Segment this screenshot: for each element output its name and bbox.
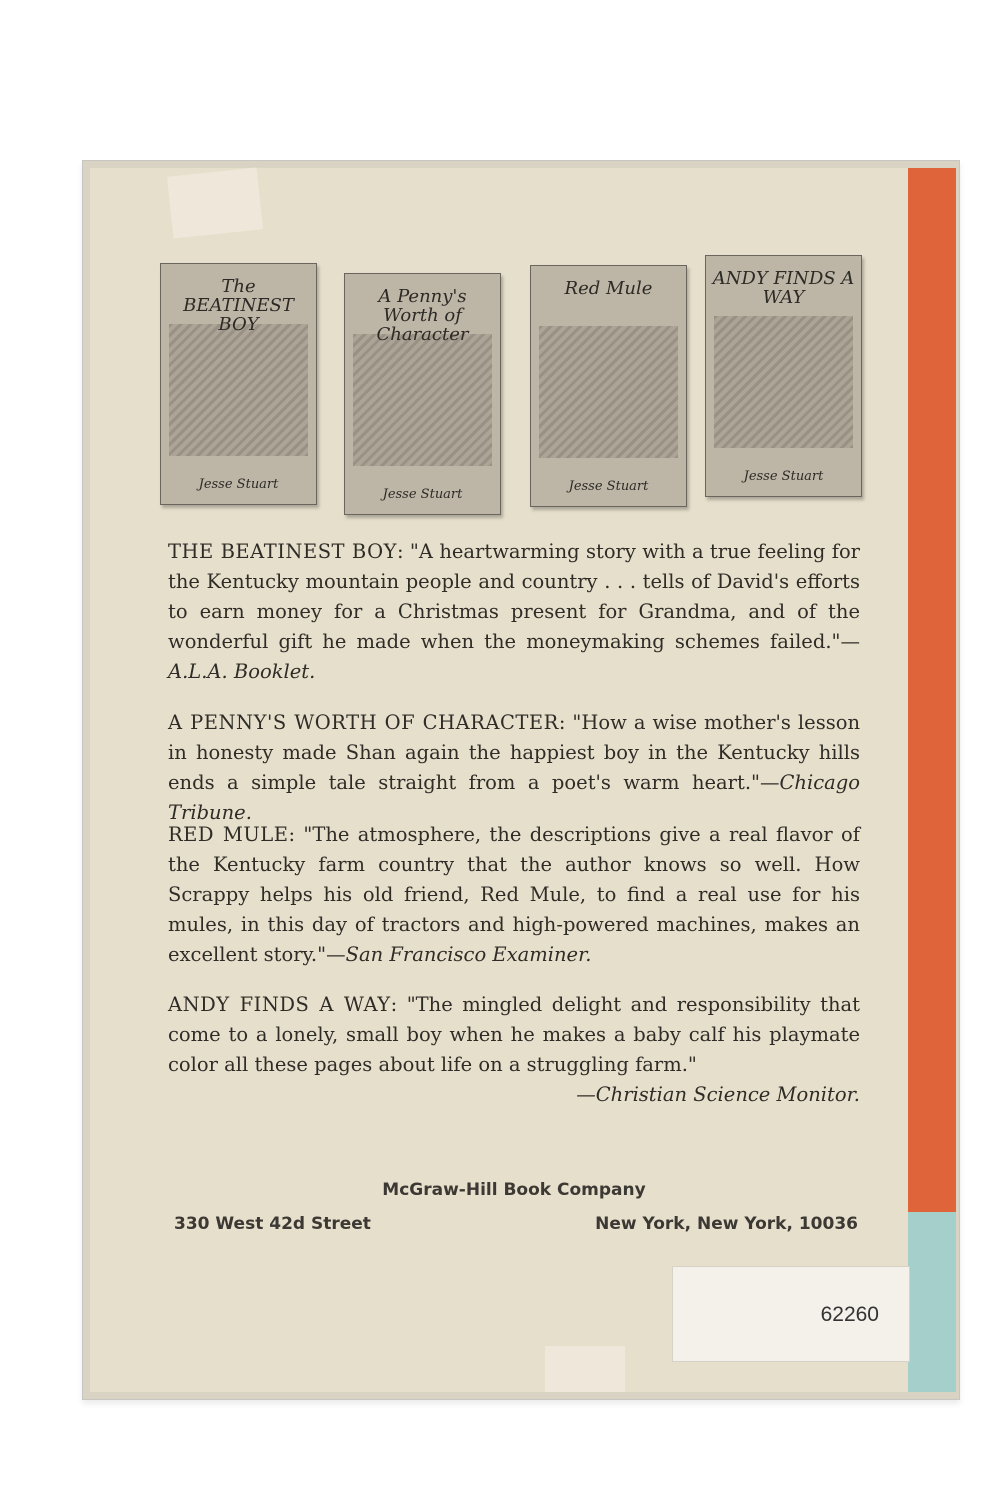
book-author: Jesse Stuart <box>382 487 463 502</box>
review-source: Chicago Tribune. <box>168 771 860 824</box>
review-quote: : "The atmosphere, the descriptions give a real flavor of the Kentucky farm country that the author knows so well. How Scrappy helps his old friend, Red Mule, to find a real use for his mules, in this day of tractors and high-powered machines, makes an excellent story."— <box>168 823 860 966</box>
spine-orange-band <box>908 168 956 1212</box>
book-title: ANDY FINDS A WAY <box>712 268 855 308</box>
cover-illustration <box>539 326 678 458</box>
publisher-city: New York, New York, 10036 <box>595 1214 858 1234</box>
inventory-sticker <box>672 1266 910 1362</box>
spine-teal-band <box>908 1212 956 1392</box>
review-pennys-worth <box>168 708 860 828</box>
book-author: Jesse Stuart <box>568 479 649 494</box>
review-beatinest-boy <box>168 537 860 687</box>
review-source: —Christian Science Monitor. <box>576 1083 860 1106</box>
sticker-number: 62260 <box>820 1303 879 1326</box>
book-thumbnail-andy-finds-a-way <box>705 255 862 497</box>
publisher-street: 330 West 42d Street <box>174 1214 371 1234</box>
review-heading: RED MULE <box>168 823 289 846</box>
tape-mark-top <box>167 167 263 238</box>
review-heading: ANDY FINDS A WAY <box>168 993 391 1016</box>
review-heading: A PENNY'S WORTH OF CHARACTER <box>168 711 559 734</box>
review-heading: THE BEATINEST BOY <box>168 540 397 563</box>
review-quote: : "How a wise mother's lesson in honesty made Shan again the happiest boy in the Kentucky hills ends a simple tale straight from a poet's warm heart."— <box>168 711 861 794</box>
book-thumbnail-pennys-worth <box>344 273 501 515</box>
book-thumbnail-red-mule <box>530 265 687 507</box>
review-red-mule <box>168 820 860 970</box>
book-author: Jesse Stuart <box>743 469 824 484</box>
review-source: A.L.A. Booklet. <box>168 660 316 683</box>
review-source: San Francisco Examiner. <box>345 943 592 966</box>
book-title: A Penny's Worth of Character <box>376 286 469 345</box>
review-andy-finds-a-way <box>168 990 860 1110</box>
tape-mark-bottom <box>545 1346 625 1392</box>
book-author: Jesse Stuart <box>198 477 279 492</box>
book-title: Red Mule <box>564 278 653 299</box>
cover-illustration <box>353 334 492 466</box>
book-title: The BEATINEST BOY <box>183 276 294 335</box>
review-quote: : "The mingled delight and responsibility that come to a lonely, small boy when he makes a baby calf his playmate color all these pages about life on a struggling farm." <box>168 993 860 1076</box>
publisher-name: McGraw-Hill Book Company <box>382 1180 646 1200</box>
cover-illustration <box>169 324 308 456</box>
cover-illustration <box>714 316 853 448</box>
book-thumbnail-beatinest-boy <box>160 263 317 505</box>
book-thumbnails <box>160 255 860 505</box>
review-quote: : "A heartwarming story with a true feeling for the Kentucky mountain people and country . . . tells of David's efforts to earn money for a Christmas present for Grandma, and of the wonderful gift he made when the moneymaking schemes failed."— <box>168 540 861 653</box>
